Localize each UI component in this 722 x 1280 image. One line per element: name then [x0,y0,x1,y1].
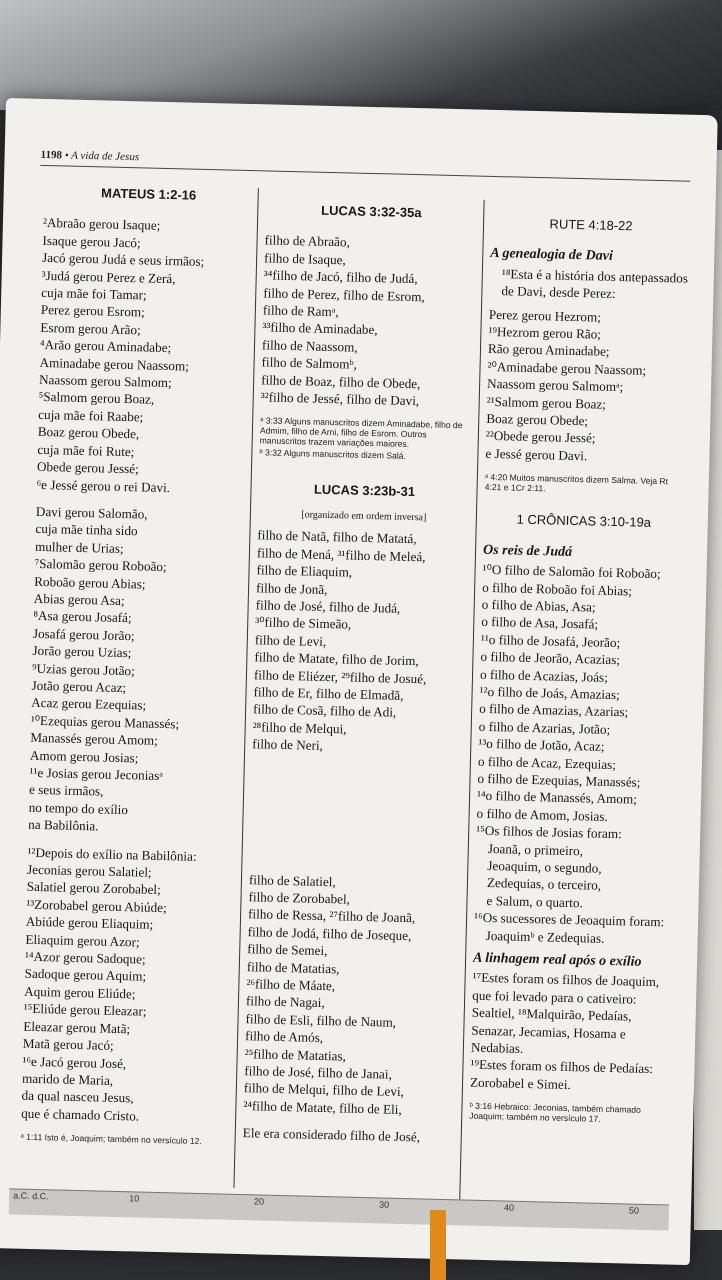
verse-line: Joanã, o primeiro, [487,840,584,858]
footnote: ᵇ 3:32 Alguns manuscritos dizem Salá. [259,447,407,462]
verse-line: Jeconias gerou Salatiel; [26,861,152,880]
verse-line: filho de Zorobabel, [248,889,351,907]
verse-line: na Babilônia. [28,816,99,834]
verse-line: ¹⁴o filho de Manassés, Amom; [476,788,638,807]
verse-line: Manassés gerou Amom; [30,729,158,749]
footnote: ᵃ 1:11 Isto é, Joaquim; também no versículo 12. [20,1131,202,1147]
ruler-tick: 50 [628,1205,640,1216]
verse-line: filho de Matatias, [246,958,340,976]
verse-line: Jotão gerou Acaz; [31,677,127,696]
verse-line: ⁴Arão gerou Aminadabe; [39,337,172,356]
verse-line: Davi gerou Salomão, [35,503,148,522]
verse-line: filho de Perez, filho de Esrom, [263,284,425,304]
matthew-block-2 [28,503,246,839]
verse-line: ¹²o filho de Joás, Amazias; [479,683,620,703]
page-title: A vida de Jesus [71,149,140,164]
verse-line: cuja mãe foi Rute; [37,441,135,459]
verse-line: ⁹Uzias gerou Jotão; [31,660,135,678]
footnote: ᵃ 4:20 Muitos manuscritos dizem Salma. Veja Rt 4:21 e 1Cr 2:11. [484,472,669,494]
verse-line: Eliaquim gerou Azor; [25,931,140,950]
section-heading: A genealogia de Davi [490,246,613,265]
ruler-tick: 30 [378,1199,390,1210]
verse-line: Sadoque gerou Aquim; [24,966,147,985]
verse-line: ¹¹e Josias gerou Jeconiasᵃ [29,764,164,784]
background-fabric [0,0,722,110]
verse-line: ³⁴filho de Jacó, filho de Judá, [263,267,418,287]
verse-line: Boaz gerou Obede, [37,424,140,442]
verse-line: filho de Matate, filho de Jorim, [254,649,420,669]
verse-line: o filho de Acazias, Joás; [479,666,609,685]
verse-line: que é chamado Cristo. [21,1105,140,1124]
verse-line: Sealtiel, ¹⁸Malquirão, Pedaías, Senazar, Jecamias, Hosama e Nedabias. [470,1004,632,1056]
verse-line: filho de Cosã, filho de Adi, [252,701,397,721]
verse-line: Aquim gerou Eliúde; [24,983,136,1002]
verse-line: filho de Jonã, [255,579,328,597]
verse-line: ²⁰Aminadabe gerou Naassom; [487,358,647,378]
ref-luke-2: LUCAS 3:23b-31 [313,482,416,500]
ruler-tick: 40 [503,1202,515,1213]
ref-matthew: MATEUS 1:2-16 [100,185,197,203]
verse-line: ³⁰filho de Simeão, [255,614,352,632]
verse-line: ²⁴filho de Matate, filho de Eli, [243,1097,402,1117]
verse-line: ¹⁴Azor gerou Sadoque; [24,948,146,967]
verse-line: e seus irmãos, [28,782,104,799]
verse-line: filho de Mená, ³¹filho de Meleá, [256,544,426,565]
closing-line: Ele era considerado filho de José, [242,1125,421,1145]
verse-line: filho de Er, filho de Elmadã, [253,684,404,703]
ribbon-bookmark [430,1210,446,1280]
verse-line: o filho de Jeorão, Acazias; [480,648,621,668]
verse-line: filho de Naassom, [261,337,358,355]
matthew-block-1 [36,214,253,498]
verse-line: o filho de Asa, Josafá; [481,614,599,632]
verse-line: ²⁵filho de Matatias, [244,1045,347,1064]
verse-line: Salatiel gerou Zorobabel; [26,879,161,898]
verse-line: Aminadabe gerou Naassom; [39,354,190,374]
verse-line: ²²Obede gerou Jessé; [485,428,596,446]
verse-line: Abiúde gerou Eliaquim; [25,913,154,933]
verse-line: filho de Ressa, ²⁷filho de Joanã, [247,906,416,926]
verse-line: Abias gerou Asa; [33,590,125,608]
verse-line: ¹¹o filho de Josafá, Jeorão; [480,631,621,650]
verse-line: e Salum, o quarto. [486,892,584,911]
verse-line: Perez gerou Hezrom; [488,306,602,325]
verse-line: filho de Natã, filho de Matatá, [257,527,417,547]
verse-line: Rão gerou Aminadabe; [487,341,610,360]
header-rule [40,165,690,182]
verse-line: ⁵Salmom gerou Boaz, [38,389,155,408]
verse-line: ³²filho de Jessé, filho de Davi, [260,389,420,409]
verse-line: cuja mãe foi Tamar; [41,284,147,303]
verse-line: filho de José, filho de Judá, [255,597,401,616]
verse-line: Jeoaquim, o segundo, [487,857,602,876]
verse-line: filho de Melqui, filho de Levi, [243,1080,405,1100]
verse-line: ¹⁶Os sucessores de Jeoaquim foram: [473,909,665,930]
verse-line: o filho de Amazias, Azarias; [479,701,629,720]
verse-line: filho de Levi, [254,631,327,649]
verse-line: cuja mãe tinha sido [35,521,138,539]
verse-line: o filho de Abias, Asa; [481,596,596,615]
verse-line: filho de Eliézer, ²⁹filho de Josué, [253,666,427,686]
ref-chronicles: 1 CRÔNICAS 3:10-19a [516,511,652,531]
verse-line: filho de Salmomᵇ, [261,354,358,372]
verse-line: ¹⁰O filho de Salomão foi Roboão; [482,561,661,582]
verse-line: o filho de Azarias, Jotão; [478,718,611,737]
verse-line: ¹⁷Estes foram os filhos de Joaquim, que foi levado para o cativeiro: [472,970,660,1007]
verse-line: Esrom gerou Arão; [40,319,141,338]
verse-line: filho de Ramᵃ, [262,302,339,320]
verse-line: Amom gerou Josias; [29,747,139,766]
verse-line: Zedequias, o terceiro, [486,875,602,894]
page-number: 1198 [40,148,63,162]
ruler-tick: 10 [129,1193,140,1204]
verse-line: no tempo do exílio [28,799,129,818]
verse-line: ¹⁶e Jacó gerou José, [22,1053,127,1071]
timeline-ruler [9,1188,669,1230]
verse-line: o filho de Ezequias, Manassés; [477,770,641,790]
verse-line: ⁶e Jessé gerou o rei Davi. [36,476,171,495]
section-heading: Os reis de Judá [482,542,573,560]
verse-line: Acaz gerou Ezequias; [31,695,147,713]
verse-line: marido de Maria, [21,1070,114,1088]
verse-line: ²Abraão gerou Isaque; [42,215,161,234]
verse-line: ²⁸filho de Melqui, [252,718,347,737]
verse-line: filho de Salatiel, [248,871,336,889]
verse-line: ¹⁵Eliúde gerou Eleazar; [23,1000,147,1019]
verse-line: ¹³o filho de Jotão, Acaz; [478,735,605,754]
verse-line: Obede gerou Jessé; [36,458,139,477]
verse-line: ¹³Zorobabel gerou Abiúde; [26,896,167,916]
verse-line: ¹⁹Estes foram os filhos de Pedaías: Zorobabel e Simei. [469,1057,654,1092]
verse-line: Isaque gerou Jacó; [42,232,141,251]
verse-line: ²¹Salmom gerou Boaz; [486,393,607,412]
verse-line: Perez gerou Esrom; [40,302,145,320]
verse-line: ¹²Depois do exílio na Babilônia: [27,844,197,864]
verse-line: Boaz gerou Obede; [486,410,589,429]
verse-line: o filho de Amom, Josias. [476,805,608,824]
verse-line: Jorão gerou Uzias; [32,642,132,661]
ruler-line [9,1188,669,1205]
verse-line: filho de Eliaquim, [256,562,353,580]
verse-line: filho de Boaz, filho de Obede, [261,371,421,391]
verse-line: filho de Semei, [247,941,328,959]
verse-line: filho de José, filho de Janai, [244,1063,393,1082]
verse-line: ¹⁵Os filhos de Josias foram: [476,822,622,842]
verse-line: filho de Isaque, [263,250,347,268]
column-ruth-chronicles [469,210,691,1126]
matthew-block-3 [21,843,238,1127]
verse-line: filho de Neri, [252,736,324,754]
section-heading: A linhagem real após o exílio [472,950,642,970]
page-header: 1198 • A vida de Jesus [40,148,140,164]
footnote: ᵃ 3:33 Alguns manuscritos dizem Aminadabe, filho de Admim, filho de Arni, filho de Esrom. Outros manuscritos trazem variações maiores. [259,415,463,450]
verse-line: Eleazar gerou Matã; [23,1018,131,1036]
column-matthew [21,179,254,1147]
verse-line: cuja mãe foi Raabe; [38,406,144,425]
verse-line: filho de Nagai, [245,993,325,1011]
verse-line: Naassom gerou Salmom; [38,371,172,391]
verse-line: ⁸Asa gerou Josafá; [33,608,132,626]
verse-line: Naassom gerou Salmomᵃ; [486,376,624,395]
intro-text: ¹⁸Esta é a história dos antepassados de Davi, desde Perez: [501,265,689,302]
verse-line: Josafá gerou Jorão; [32,625,135,644]
verse-line: ³Judá gerou Perez e Zerá, [41,267,176,286]
subheading: [organizado em ordem inversa] [301,509,427,524]
verse-line: ¹⁹Hezrom gerou Rão; [488,323,602,342]
verse-line: da qual nasceu Jesus, [21,1087,134,1106]
verse-line: mulher de Urias; [34,538,124,556]
verse-line: o filho de Roboão foi Abias; [482,579,633,598]
verse-line: ³³filho de Aminadabe, [262,319,378,338]
verse-line: filho de Amós, [244,1028,324,1046]
verse-line: ⁷Salomão gerou Roboão; [34,555,167,575]
verse-line: Jacó gerou Judá e seus irmãos; [41,250,205,270]
verse-line: Joaquimᵇ e Zedequias. [485,927,605,946]
ruler-tick: 20 [253,1196,265,1207]
verse-line: filho de Esli, filho de Naum, [245,1010,397,1030]
bible-page [0,98,718,1265]
verse-line: Roboão gerou Abias; [34,573,146,592]
verse-line: Matã gerou Jacó; [22,1035,114,1054]
verse-line: filho de Jodá, filho de Joseque, [247,923,412,943]
verse-line: ²⁶filho de Máate, [246,976,336,994]
column-luke [243,196,478,1147]
ref-luke-1: LUCAS 3:32-35a [320,202,422,221]
verse-line: filho de Abraão, [264,232,351,250]
ref-ruth: RUTE 4:18-22 [549,216,633,234]
verse-line: e Jessé gerou Davi. [485,445,588,464]
era-label: a.C. d.C. [13,1190,49,1202]
verse-line: o filho de Acaz, Ezequias; [477,753,617,772]
verse-line: ¹⁰Ezequias gerou Manassés; [30,712,180,732]
footnote: ᵇ 3:16 Hebraico: Jeconias, também chamado Joaquim; também no versículo 17. [469,1100,641,1125]
